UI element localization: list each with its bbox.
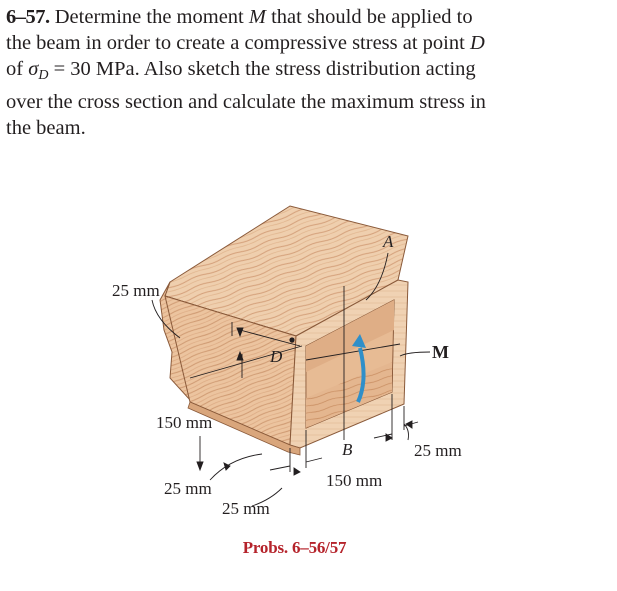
problem-statement [6, 4, 606, 141]
dim-25-right: 25 mm [414, 441, 462, 460]
beam-figure [0, 200, 617, 586]
label-d: D [270, 347, 283, 366]
caption-text: Probs. 6–56/57 [242, 538, 347, 557]
moment-symbol: M [248, 6, 266, 28]
dim-line-b [306, 458, 322, 462]
dim-line-a [270, 466, 290, 470]
figure-caption [0, 538, 617, 558]
problem-line-3 [6, 56, 606, 89]
sigma-symbol: σ [28, 58, 39, 80]
sigma-subscript: D [38, 68, 49, 83]
problem-text-3b: = 30 MPa. Also sketch the stress distribution acting [53, 58, 476, 80]
problem-number: 6–57. [6, 6, 50, 28]
problem-line-4: over the cross section and calculate the maximum stress in [6, 91, 486, 113]
problem-line-5: the beam. [6, 117, 86, 139]
problem-text-2: the beam in order to create a compressive stress at point [6, 32, 465, 54]
point-symbol: D [469, 32, 485, 54]
point-d-marker [289, 337, 294, 342]
beam-illustration [0, 200, 617, 586]
label-m: M [432, 342, 449, 362]
problem-line-2 [6, 30, 606, 56]
dim-arrow-4 [224, 463, 230, 470]
dim-25-right-leader [404, 424, 409, 440]
problem-text-1a: Determine the moment [54, 6, 244, 28]
problem-text-3a: of [6, 58, 24, 80]
dim-150-bottom: 150 mm [326, 471, 383, 490]
dim-25-top-left: 25 mm [112, 281, 160, 300]
dim-arrow-5 [294, 468, 300, 475]
dim-25-bottom-center: 25 mm [222, 499, 270, 518]
problem-line-1 [6, 4, 606, 30]
dim-25-bottom-left-leader [210, 454, 262, 480]
dim-25-bottom-left: 25 mm [164, 479, 212, 498]
label-b: B [342, 440, 353, 459]
problem-text-1b: that should be applied to [271, 6, 473, 28]
dim-150-left: 150 mm [156, 413, 213, 432]
dim-arrow-3 [197, 462, 203, 470]
label-a: A [383, 232, 394, 251]
